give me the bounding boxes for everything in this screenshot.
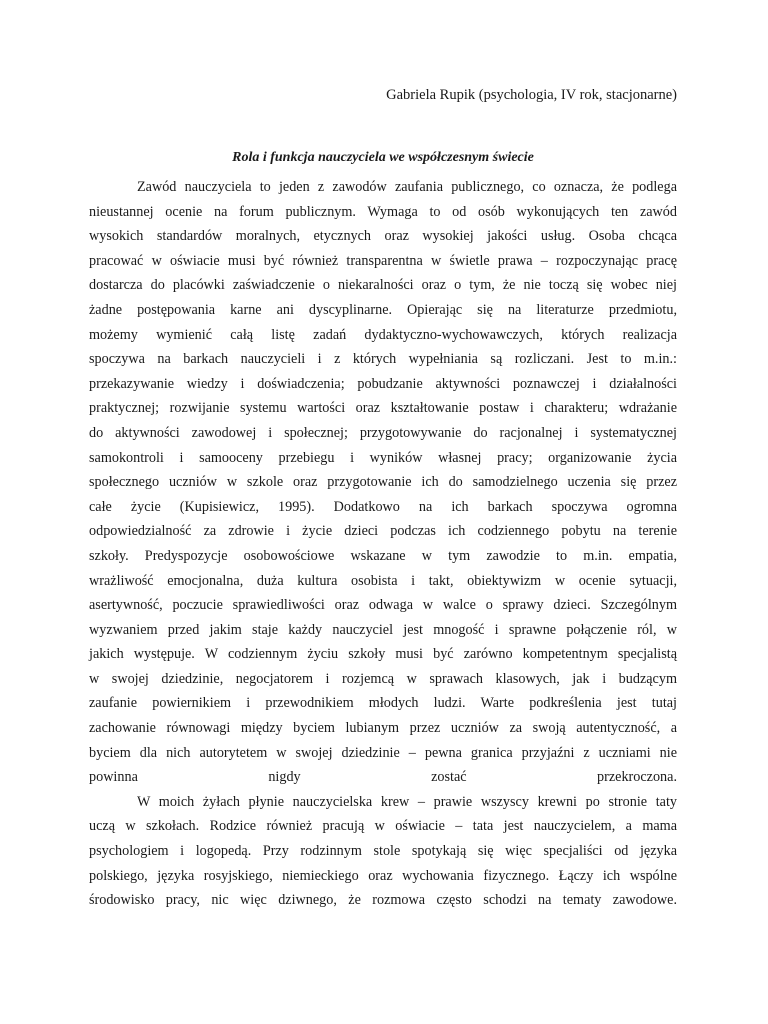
text-line: nieustannej ocenie na forum publicznym. Wymaga to od osób wykonujących ten zawód (89, 203, 677, 220)
text-line: wysokich standardów moralnych, etycznych oraz wysokiej jakości usług. Osoba chcąca (89, 228, 677, 245)
text-line: pracować w oświacie musi być również transparentna w świetle prawa – rozpoczynając pracę (89, 252, 677, 269)
text-line: spoczywa na barkach nauczycieli i z których wypełniania są rozliczani. Jest to m.in.: (89, 351, 677, 368)
text-line: polskiego, języka rosyjskiego, niemieckiego oraz wychowania fizycznego. Łączy ich wspólne (89, 867, 677, 884)
text-line: powinna nigdy zostać przekroczona. (89, 769, 677, 786)
document-title: Rola i funkcja nauczyciela we współczesnym świecie (232, 150, 534, 165)
document-body (89, 178, 677, 916)
text-line: asertywność, poczucie sprawiedliwości oraz odwaga w walce o sprawy dzieci. Szczególnym (89, 597, 677, 614)
text-line: samokontroli i samooceny przebiegu i wyników własnej pracy; organizowanie życia (89, 449, 677, 466)
text-line: wrażliwość emocjonalna, duża kultura osobista i takt, obiektywizm w ocenie sytuacji, (89, 572, 677, 589)
text-line: Zawód nauczyciela to jeden z zawodów zaufania publicznego, co oznacza, że podlega (137, 179, 677, 195)
text-line: w swojej dziedzinie, negocjatorem i rozjemcą w sprawach klasowych, jak i budzącym (89, 670, 677, 687)
author-line: Gabriela Rupik (psychologia, IV rok, stacjonarne) (386, 87, 677, 103)
text-line: praktycznej; rozwijanie systemu wartości oraz kształtowanie postaw i charakteru; wdrażanie (89, 400, 677, 417)
text-line: do aktywności zawodowej i społecznej; przygotowywanie do racjonalnej i systematycznej (89, 424, 677, 441)
text-line: uczą w szkołach. Rodzice również pracują w oświacie – tata jest nauczycielem, a mama (89, 818, 677, 835)
text-line: odpowiedzialność za zdrowie i życie dzieci podczas ich codziennego pobytu na terenie (89, 523, 677, 540)
text-line: psychologiem i logopedą. Przy rodzinnym stole spotykają się więc specjaliści od języka (89, 843, 677, 860)
text-line: W moich żyłach płynie nauczycielska krew – prawie wszyscy krewni po stronie taty (137, 793, 677, 810)
text-line: przekazywanie wiedzy i doświadczenia; pobudzanie aktywności poznawczej i działalności (89, 375, 677, 392)
text-line: zaufanie powiernikiem i przewodnikiem młodych ludzi. Warte podkreślenia jest tutaj (89, 695, 677, 712)
text-line: dostarcza do placówki zaświadczenie o niekaralności oraz o tym, że nie toczą się wobec niej (89, 277, 677, 294)
text-line: jakich występuje. W codziennym życiu szkoły musi być zarówno kompetentnym specjalistą (89, 646, 677, 663)
text-line: społecznego uczniów w szkole oraz przygotowanie ich do samodzielnego uczenia się przez (89, 474, 677, 491)
text-line: wyzwaniem przed jakim staje każdy nauczyciel jest mnogość i sprawne połączenie ról, w (89, 621, 677, 638)
text-line: byciem dla nich autorytetem w swojej dziedzinie – pewna granica przyjaźni z uczniami nie (89, 744, 677, 761)
text-line: szkoły. Predyspozycje osobowościowe wskazane w tym zawodzie to m.in. empatia, (89, 547, 677, 564)
text-line: żadne postępowania karne ani dyscyplinarne. Opierając się na literaturze przedmiotu, (89, 301, 677, 318)
text-line: możemy wymienić całą listę zadań dydaktyczno-wychowawczych, których realizacja (89, 326, 677, 343)
text-line: całe życie (Kupisiewicz, 1995). Dodatkowo na ich barkach spoczywa ogromna (89, 498, 677, 515)
text-line: zachowanie równowagi między byciem lubianym przez uczniów za swoją autentyczność, a (89, 720, 677, 737)
text-line: środowisko pracy, nic więc dziwnego, że rozmowa często schodzi na tematy zawodowe. (89, 892, 677, 909)
